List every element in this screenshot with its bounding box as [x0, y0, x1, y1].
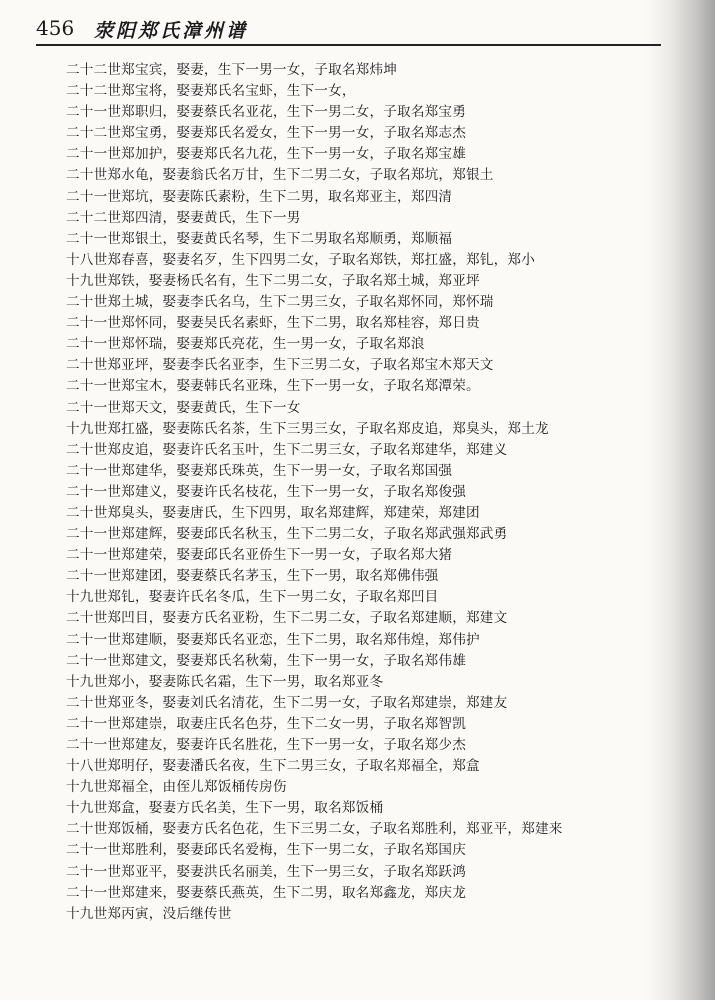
genealogy-line: 二十一世郑胜利，娶妻邱氏名爱梅，生下一男二女，子取名郑国庆 — [66, 842, 467, 859]
page-number: 456 — [36, 16, 75, 40]
genealogy-line: 十九世郑铁，娶妻杨氏名有，生下二男二女，子取名郑土城，郑亚坪 — [66, 272, 480, 289]
page-header — [36, 14, 656, 44]
genealogy-line: 十八世郑春喜，娶妻名歹，生下四男二女，子取名郑铁，郑扛盛，郑钆，郑小 — [66, 251, 535, 268]
genealogy-line: 二十世郑凹目，娶妻方氏名亚粉，生下二男二女，子取名郑建顺，郑建文 — [66, 610, 508, 627]
genealogy-line: 十九世郑福全，由侄儿郑饭桶传房伤 — [66, 779, 287, 796]
genealogy-line: 二十一世郑加护，娶妻郑氏名九花，生下一男一女，子取名郑宝雄 — [66, 146, 467, 163]
genealogy-line: 十九世郑丙寅，没后继传世 — [66, 905, 232, 922]
genealogy-line: 二十一世郑建荣，娶妻邱氏名亚侨生下一男一女，子取名郑大猪 — [66, 547, 453, 564]
genealogy-line: 二十二世郑宝宾，娶妻，生下一男一女，子取名郑炜坤 — [66, 62, 398, 78]
genealogy-line: 二十世郑皮追，娶妻许氏名玉叶，生下二男三女，子取名郑建华，郑建义 — [66, 441, 508, 458]
genealogy-line: 十九世郑盒，娶妻方氏名美，生下一男，取名郑饭桶 — [66, 800, 384, 817]
genealogy-line: 二十一世郑怀同，娶妻吴氏名素虾，生下二男，取名郑桂容，郑日贵 — [66, 315, 480, 332]
genealogy-line: 十九世郑扛盛，娶妻陈氏名茶，生下三男三女，子取名郑皮追，郑臭头，郑土龙 — [66, 420, 549, 437]
genealogy-line: 二十一世郑建辉，娶妻邱氏名秋玉，生下二男二女，子取名郑武强郑武勇 — [66, 526, 508, 543]
genealogy-line: 二十二世郑宝勇，娶妻郑氏名爱女，生下一男一女，子取名郑志杰 — [66, 125, 467, 142]
genealogy-line: 二十一世郑建团，娶妻蔡氏名茅玉，生下一男，取名郑佛伟强 — [66, 568, 439, 585]
genealogy-line: 二十一世郑职归，娶妻蔡氏名亚花，生下一男二女，子取名郑宝勇 — [66, 104, 467, 121]
genealogy-text-lines — [66, 60, 666, 925]
genealogy-line: 二十一世郑建崇，取妻庄氏名色芬，生下二女一男，子取名郑智凯 — [66, 715, 467, 732]
genealogy-line: 十九世郑小，娶妻陈氏名霜，生下一男，取名郑亚冬 — [66, 673, 384, 690]
genealogy-line: 二十一世郑银土，娶妻黄氏名琴，生下二男取名郑顺勇，郑顺福 — [66, 230, 453, 247]
genealogy-line: 二十一世郑亚平，娶妻洪氏名丽美，生下一男三女，子取名郑跃鸿 — [66, 863, 467, 880]
book-title: 荥阳郑氏漳州谱 — [94, 20, 249, 42]
genealogy-line: 二十一世郑建顺，娶妻郑氏名亚恋，生下二男，取名郑伟煌，郑伟护 — [66, 631, 480, 648]
genealogy-line: 二十世郑亚冬，娶妻刘氏名清花，生下二男一女，子取名郑建崇，郑建友 — [66, 694, 508, 711]
genealogy-line: 二十二世郑宝将，娶妻郑氏名宝虾，生下一女， — [66, 83, 356, 100]
genealogy-line: 二十世郑土城，娶妻李氏名乌，生下二男三女，子取名郑怀同，郑怀瑞 — [66, 294, 494, 311]
genealogy-line: 二十二世郑四清，娶妻黄氏，生下一男 — [66, 209, 301, 226]
genealogy-line: 二十一世郑天文，娶妻黄氏，生下一女 — [66, 399, 301, 416]
genealogy-line: 二十一世郑建友，娶妻许氏名胜花，生下一男一女，子取名郑少杰 — [66, 737, 467, 753]
genealogy-line: 十八世郑明仔，娶妻潘氏名夜，生下二男三女，子取名郑福全，郑盒 — [66, 758, 480, 775]
genealogy-line: 二十一世郑坑，娶妻陈氏素粉，生下二男，取名郑亚主，郑四清 — [66, 188, 453, 205]
genealogy-line: 二十世郑臭头，娶妻唐氏，生下四男，取名郑建辉，郑建荣，郑建团 — [66, 504, 480, 521]
genealogy-line: 二十一世郑建义，娶妻许氏名枝花，生下一男一女，子取名郑俊强 — [66, 483, 467, 500]
genealogy-line: 二十一世郑宝木，娶妻韩氏名亚珠，生下一男一女，子取名郑潭荣。 — [66, 378, 480, 395]
genealogy-line: 二十一世郑建华，娶妻郑氏珠英，生下一男一女，子取名郑国强 — [66, 462, 453, 479]
genealogy-line: 二十一世郑建文，娶妻郑氏名秋菊，生下一男一女，子取名郑伟雄 — [66, 652, 467, 669]
genealogy-line: 十九世郑钆，娶妻许氏名冬瓜，生下一男二女，子取名郑凹目 — [66, 589, 439, 606]
genealogy-line: 二十世郑水龟，娶妻翁氏名万甘，生下二男二女，子取名郑坑，郑银土 — [66, 167, 494, 184]
header-divider — [36, 44, 661, 46]
genealogy-line: 二十世郑亚坪，娶妻李氏名亚李，生下三男二女，子取名郑宝木郑天文 — [66, 357, 494, 374]
genealogy-line: 二十一世郑建来，娶妻蔡氏燕英，生下二男，取名郑鑫龙，郑庆龙 — [66, 884, 467, 901]
genealogy-line: 二十一世郑怀瑞，娶妻郑氏亮花，生一男一女，子取名郑浪 — [66, 336, 425, 353]
genealogy-line: 二十世郑饭桶，娶妻方氏名色花，生下三男二女，子取名郑胜利，郑亚平，郑建来 — [66, 821, 563, 838]
